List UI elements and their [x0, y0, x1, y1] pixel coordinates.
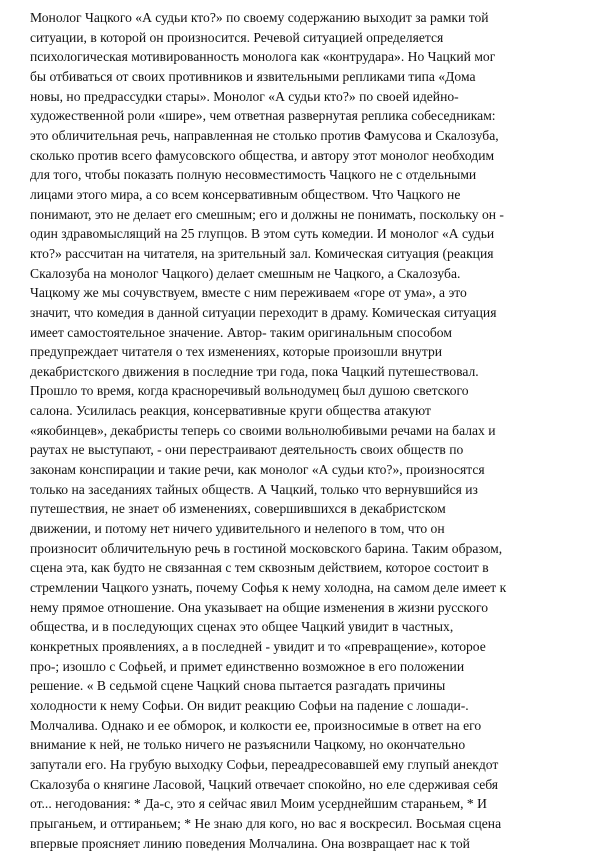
text-line: Чацкому же мы сочувствуем, вместе с ним переживаем «горе от ума», а это [30, 285, 467, 301]
text-line: путешествия, не знает об изменениях, совершившихся в декабристском [30, 501, 446, 517]
text-line: один здравомыслящий на 25 глупцов. В этом суть комедии. И монолог «А судьи [30, 226, 495, 242]
text-line: запутали его. На грубую выходку Софьи, переадресовавшей ему глупый анекдот [30, 756, 499, 772]
text-line: кто?» рассчитан на читателя, на зрительный зал. Комическая ситуация (реакция [30, 245, 494, 261]
text-line: произносит обличительную речь в гостиной московского барина. Таким образом, [30, 540, 503, 556]
text-line: впервые проясняет линию поведения Молчалина. Она возвращает нас к той [30, 835, 470, 851]
text-line: имеет самостоятельное значение. Автор- таким оригинальным способом [30, 324, 452, 340]
text-line: Монолог Чацкого «А судьи кто?» по своему содержанию выходит за рамки той [30, 10, 489, 25]
text-line: бы отбиваться от своих противников и язвительными репликами типа «Дома [30, 68, 476, 84]
text-line: декабристского движения в последние три года, пока Чацкий путешествовал. [30, 363, 479, 379]
text-line: законам конспирации и такие речи, как монолог «А судьи кто?», произносятся [30, 462, 485, 478]
text-line: ситуации, в которой он произносится. Речевой ситуацией определяется [30, 29, 444, 45]
text-line: значит, что комедия в данной ситуации переходит в драму. Комическая ситуация [30, 304, 497, 320]
text-line: предупреждает читателя о тех изменениях, которые произошли внутри [30, 344, 443, 360]
text-line: художественной роли «шире», чем ответная развернутая реплика собеседникам: [30, 108, 496, 124]
text-line: холодности к нему Софьи. Он видит реакцию Софьи на падение с лошади-. [30, 697, 469, 713]
text-line: нему прямое отношение. Она указывает на общие изменения в жизни русского [30, 599, 489, 615]
text-line: «якобинцев», декабристы теперь со своими вольнолюбивыми речами на балах и [30, 422, 496, 438]
text-line: Молчалива. Однако и ее обморок, и колкости ее, произносимые в ответ на его [30, 717, 482, 733]
text-line: от... негодования: * Да-с, это я сейчас явил Моим усерднейшим стараньем, * И [30, 796, 487, 812]
text-line: психологическая мотивированность монолога как «контрудара». Но Чацкий мог [30, 49, 496, 65]
text-line: только на заседаниях тайных обществ. А Чацкий, только что вернувшийся из [30, 481, 478, 497]
text-line: для того, чтобы показать полную несовместимость Чацкого не с отдельными [30, 167, 477, 183]
text-line: решение. « В седьмой сцене Чацкий снова пытается разгадать причины [30, 678, 446, 694]
text-line: конкретных проявлениях, а в последней - увидит и то «превращение», которое [30, 639, 486, 654]
body-text [30, 8, 578, 853]
text-line: новы, но предрассудки стары». Монолог «А судьи кто?» по своей идейно- [30, 88, 459, 104]
text-line: Скалозуба о княгине Ласовой, Чацкий отвечает спокойно, но еле сдерживая себя [30, 776, 499, 792]
text-line: стремлении Чацкого узнать, почему Софья к нему холодна, на самом деле имеет к [30, 580, 507, 596]
text-line: про-; изошло с Софьей, и примет единственно возможное в его положении [30, 658, 465, 674]
document-page [30, 8, 578, 853]
text-line: сколько против всего фамусовского общества, и автору этот монолог необходим [30, 147, 495, 163]
text-line: Прошло то время, когда красноречивый вольнодумец был душою светского [30, 383, 469, 399]
text-line: салона. Усилилась реакция, консервативные круги общества атакуют [30, 403, 431, 419]
text-line: общества, и в последующих сценах это общее Чацкий увидит в частных, [30, 619, 454, 635]
text-line: прыганьем, и оттираньем; * Не знаю для кого, но вас я воскресил. Восьмая сцена [30, 815, 502, 831]
text-line: понимают, это не делает его смешным; его и должны не понимать, поскольку он - [30, 206, 504, 222]
text-line: лицами этого мира, а со всем консервативным обществом. Что Чацкого не [30, 186, 461, 202]
text-line: это обличительная речь, направленная не столько против Фамусова и Скалозуба, [30, 127, 499, 143]
text-line: Скалозуба на монолог Чацкого) делает смешным не Чацкого, а Скалозуба. [30, 265, 461, 281]
text-line: раутах не выступают, - они перестраивают деятельность своих обществ по [30, 442, 464, 458]
text-line: сцена эта, как будто не связанная с тем сквозным действием, которое состоит в [30, 560, 489, 576]
text-line: внимание к ней, не только ничего не разъяснили Чацкому, но окончательно [30, 737, 466, 753]
text-line: движении, и потому нет ничего удивительного и нелепого в том, что он [30, 521, 445, 537]
